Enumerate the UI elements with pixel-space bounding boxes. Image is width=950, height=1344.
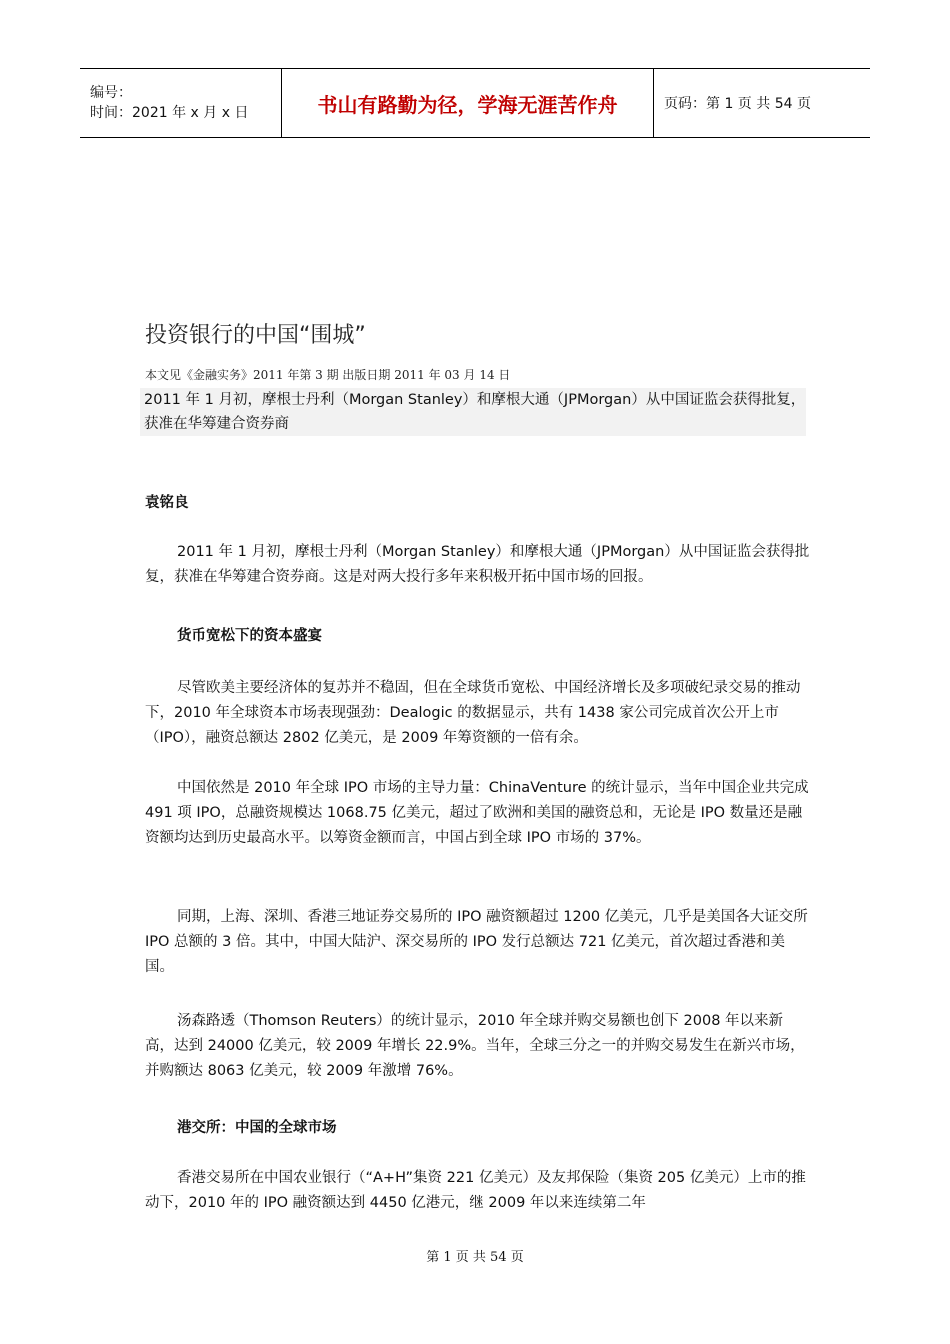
paragraph: 同期，上海、深圳、香港三地证券交易所的 IPO 融资额超过 1200 亿美元，几乎是美国各大证交所 IPO 总额的 3 倍。其中，中国大陆沪、深交易所的 IPO 发行总额达 721 亿美元，首次超过香港和美国。 <box>145 909 808 975</box>
article-abstract: 2011 年 1 月初，摩根士丹利（Morgan Stanley）和摩根大通（JPMorgan）从中国证监会获得批复，获准在华筹建合资券商 <box>140 388 806 436</box>
article-title: 投资银行的中国“围城” <box>145 323 366 348</box>
header-motto: 书山有路勤为径，学海无涯苦作舟 <box>282 69 654 137</box>
document-date: 时间：2021 年 x 月 x 日 <box>90 105 249 121</box>
header-page-info: 页码：第 1 页 共 54 页 <box>664 96 811 112</box>
paragraph: 中国依然是 2010 年全球 IPO 市场的主导力量：ChinaVenture 的统计显示，当年中国企业共完成 491 项 IPO，总融资规模达 1068.75 亿美元，超过了欧洲和美国的融资总和，无论是 IPO 数量还是融资额均达到历史最高水平。以筹资金额而言，中国占到全球 IPO 市场的 37%。 <box>145 780 809 846</box>
page-footer: 第 1 页 共 54 页 <box>426 1250 524 1265</box>
header-meta <box>80 69 282 137</box>
section-heading: 货币宽松下的资本盛宴 <box>177 628 322 644</box>
paragraph: 汤森路透（Thomson Reuters）的统计显示，2010 年全球并购交易额也创下 2008 年以来新高，达到 24000 亿美元，较 2009 年增长 22.9%。当年，全球三分之一的并购交易发生在新兴市场，并购额达 8063 亿美元，较 2009 年激增 76%。 <box>145 1013 805 1079</box>
section-heading: 港交所：中国的全球市场 <box>177 1120 337 1136</box>
paragraph: 香港交易所在中国农业银行（“A+H”集资 221 亿美元）及友邦保险（集资 205 亿美元）上市的推动下，2010 年的 IPO 融资额达到 4450 亿港元，继 2009 年以来连续第二年 <box>145 1170 806 1211</box>
document-number-label: 编号： <box>90 85 132 101</box>
article-author: 袁铭良 <box>145 495 189 511</box>
article-source: 本文见《金融实务》2011 年第 3 期 出版日期 2011 年 03 月 14 日 <box>145 368 511 382</box>
paragraph: 2011 年 1 月初，摩根士丹利（Morgan Stanley）和摩根大通（JPMorgan）从中国证监会获得批复，获准在华筹建合资券商。这是对两大投行多年来积极开拓中国市场的回报。 <box>145 544 810 585</box>
document-header <box>80 68 870 138</box>
paragraph: 尽管欧美主要经济体的复苏并不稳固，但在全球货币宽松、中国经济增长及多项破纪录交易的推动下，2010 年全球资本市场表现强劲：Dealogic 的数据显示，共有 1438 家公司完成首次公开上市（IPO），融资总额达 2802 亿美元，是 2009 年筹资额的一倍有余。 <box>145 680 801 746</box>
